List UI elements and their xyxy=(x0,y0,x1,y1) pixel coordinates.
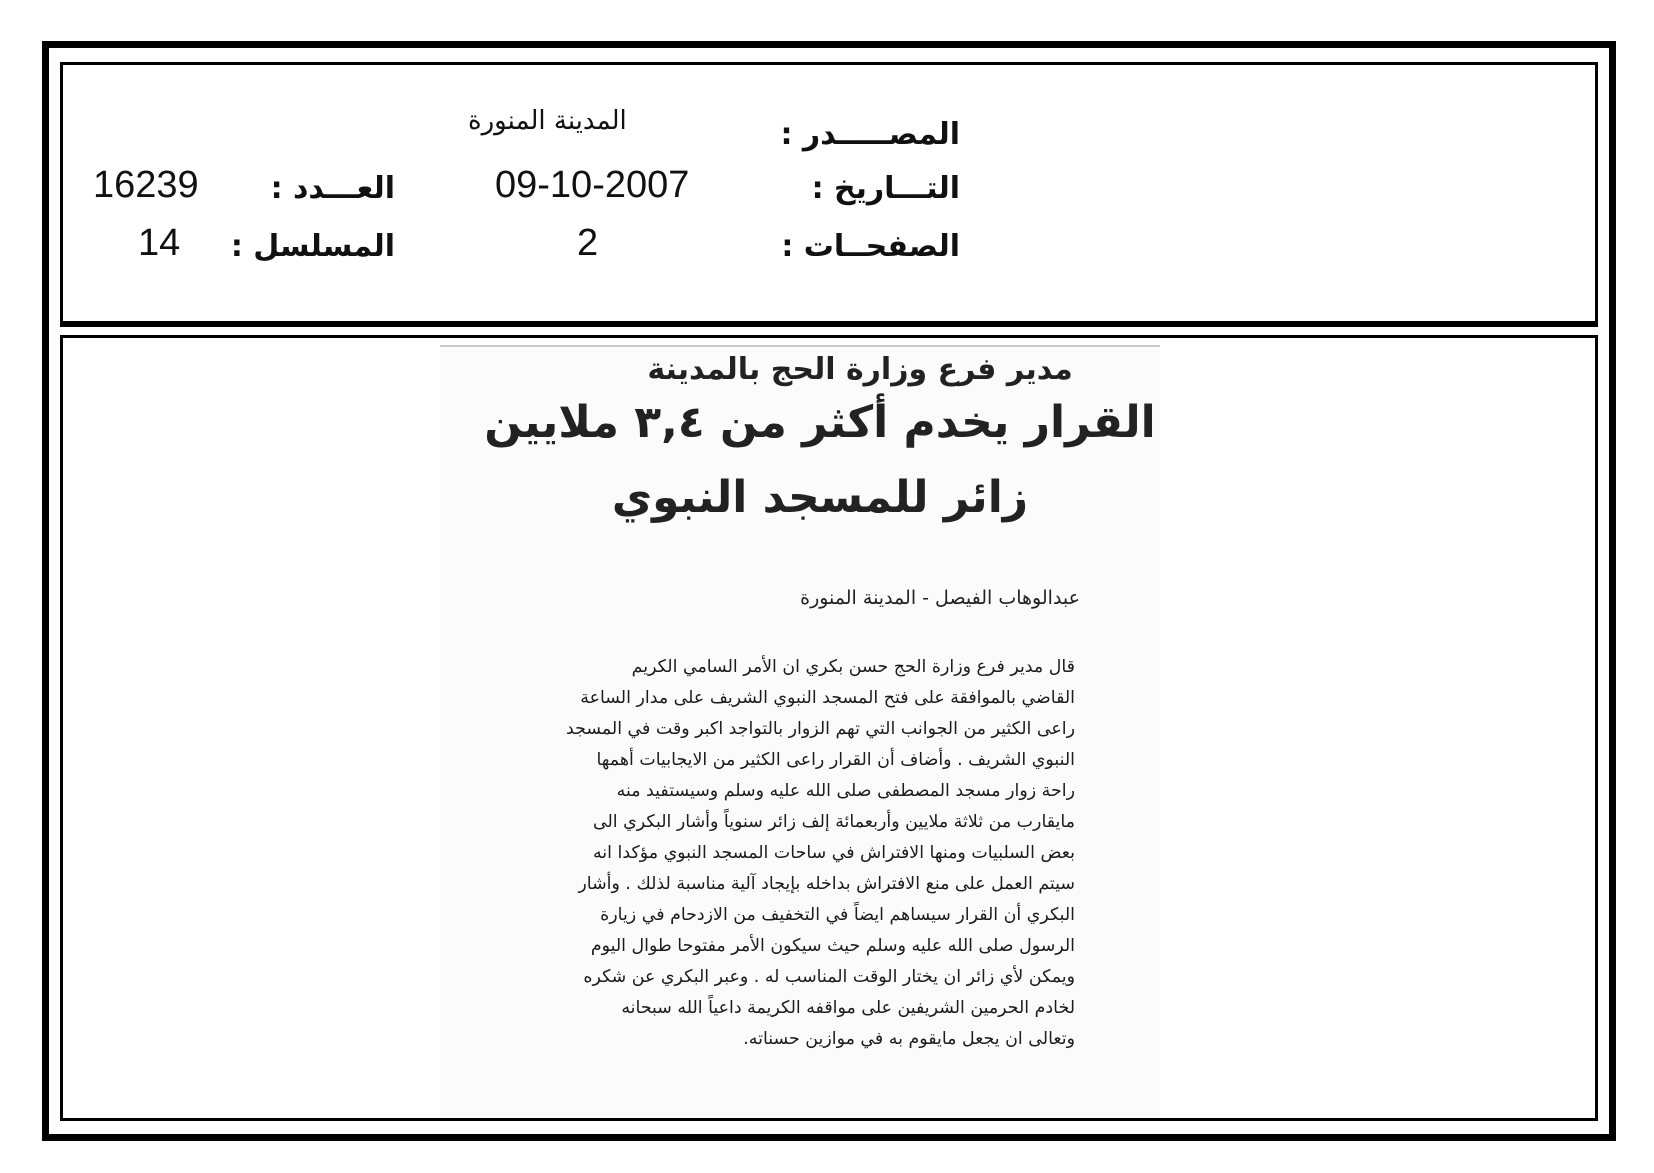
article-headline-line1: القرار يخدم أكثر من ٣,٤ ملايين xyxy=(484,397,1156,448)
body-line: قال مدير فرع وزارة الحج حسن بكري ان الأمر السامي الكريم xyxy=(631,657,1075,677)
article-kicker: مدير فرع وزارة الحج بالمدينة xyxy=(647,352,1073,387)
body-line: النبوي الشريف . وأضاف أن القرار راعى الكثير من الايجابيات أهمها xyxy=(596,750,1075,770)
body-line: راحة زوار مسجد المصطفى صلى الله عليه وسلم وسيستفيد منه xyxy=(616,781,1075,801)
body-line: سيتم العمل على منع الافتراش بداخله بإيجاد آلية مناسبة لذلك . وأشار xyxy=(578,874,1075,894)
serial-label: المسلسل : xyxy=(230,229,395,264)
body-line: ويمكن لأي زائر ان يختار الوقت المناسب له . وعبر البكري عن شكره xyxy=(583,967,1075,987)
body-line: وتعالى ان يجعل مايقوم به في موازين حسناته. xyxy=(743,1029,1075,1049)
date-label: التـــاريخ : xyxy=(811,171,960,206)
metadata-header xyxy=(60,62,1598,327)
body-line: الرسول صلى الله عليه وسلم حيث سيكون الأمر مفتوحا طوال اليوم xyxy=(590,936,1075,956)
pages-label: الصفحــات : xyxy=(781,229,960,264)
body-line: راعى الكثير من الجوانب التي تهم الزوار بالتواجد اكبر وقت في المسجد xyxy=(565,719,1075,739)
newspaper-clipping xyxy=(440,345,1160,1117)
source-label: المصـــــدر : xyxy=(780,117,960,152)
body-line: بعض السلبيات ومنها الافتراش في ساحات المسجد النبوي مؤكدا انه xyxy=(592,843,1075,863)
body-line: لخادم الحرمين الشريفين على مواقفه الكريمة داعياً الله سبحانه xyxy=(621,998,1075,1018)
body-line: مايقارب من ثلاثة ملايين وأربعمائة إلف زائر سنوياً وأشار البكري الى xyxy=(593,812,1075,832)
article-body xyxy=(475,652,1075,1055)
article-byline: عبدالوهاب الفيصل - المدينة المنورة xyxy=(800,587,1080,609)
pages-value: 2 xyxy=(577,222,599,264)
body-line: البكري أن القرار سيساهم ايضاً في التخفيف من الازدحام في زيارة xyxy=(600,905,1075,925)
article-headline-line2: زائر للمسجد النبوي xyxy=(611,472,1029,523)
issue-value: 16239 xyxy=(93,164,199,206)
date-value: 09-10-2007 xyxy=(495,164,690,206)
serial-value: 14 xyxy=(138,222,181,264)
source-value: المدينة المنورة xyxy=(468,106,627,136)
issue-label: العـــدد : xyxy=(270,171,395,206)
body-line: القاضي بالموافقة على فتح المسجد النبوي الشريف على مدار الساعة xyxy=(580,688,1075,708)
